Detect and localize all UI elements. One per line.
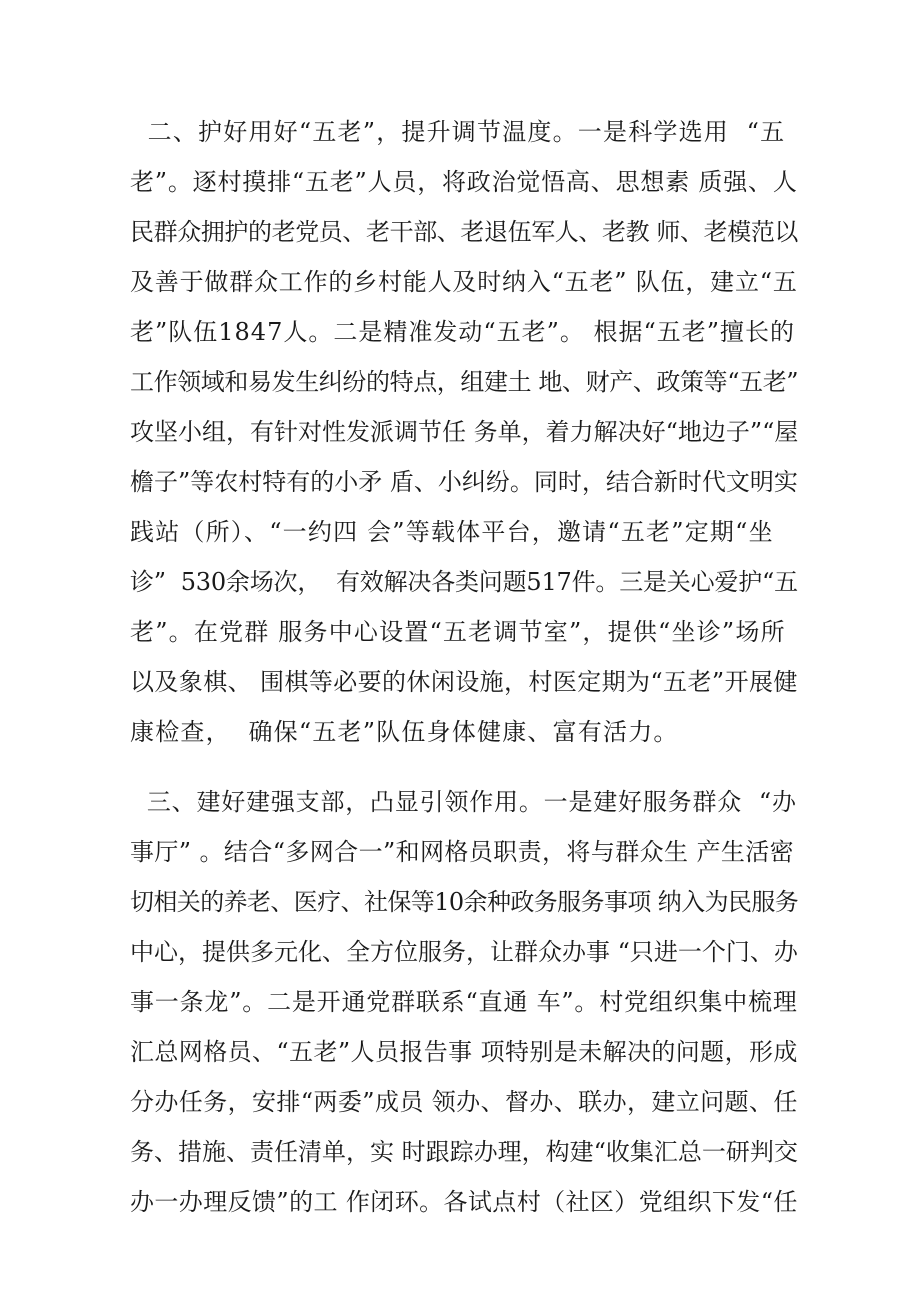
text-line: 康检查， 确保“五老”队伍身体健康、富有活力。 xyxy=(130,718,679,746)
text-line: 老”。在党群 服务中心设置“五老调节室”，提供“坐诊”场所 xyxy=(130,618,786,646)
text-line: 办一办理反馈”的工 作闭环。各试点村（社区）党组织下发“任 xyxy=(130,1188,798,1216)
text-line: 老”队伍1847人。二是精准发动“五老”。 根据“五老”擅长的 xyxy=(130,318,796,346)
text-line: 檐子”等农村特有的小矛 盾、小纠纷。同时，结合新时代文明实 xyxy=(130,468,798,496)
text-line: 中心，提供多元化、全方位服务，让群众办事 “只进一个门、办 xyxy=(130,938,798,966)
text-line: 汇总网格员、“五老”人员报告事 项特别是未解决的问题，形成 xyxy=(130,1038,798,1066)
text-line: 务、措施、责任清单，实 时跟踪办理，构建“收集汇总一研判交 xyxy=(130,1138,798,1166)
text-line: 二、护好用好“五老”，提升调节温度。一是科学选用 “五 xyxy=(130,118,786,146)
text-line: 及善于做群众工作的乡村能人及时纳入“五老” 队伍，建立“五 xyxy=(130,268,798,296)
text-line: 诊” 530余场次， 有效解决各类问题517件。三是关心爱护“五 xyxy=(130,568,798,596)
text-line: 工作领域和易发生纠纷的特点，组建土 地、财产、政策等“五老” xyxy=(130,368,799,396)
text-line: 老”。逐村摸排“五老”人员，将政治觉悟高、思想素 质强、人 xyxy=(130,168,798,196)
text-line: 事厅” 。结合“多网合一”和网格员职责，将与群众生 产生活密 xyxy=(130,838,795,866)
text-line: 事一条龙”。二是开通党群联系“直通 车”。村党组织集中梳理 xyxy=(130,988,798,1016)
text-line: 三、建好建强支部，凸显引领作用。一是建好服务群众 “办 xyxy=(130,788,797,816)
text-line: 以及象棋、 围棋等必要的休闲设施，村医定期为“五老”开展健 xyxy=(130,668,798,696)
text-line: 民群众拥护的老党员、老干部、老退伍军人、老教 师、老模范以 xyxy=(130,218,799,246)
text-line: 切相关的养老、医疗、社保等10余种政务服务事项 纳入为民服务 xyxy=(130,888,799,916)
text-line: 践站（所）、“一约四 会”等载体平台，邀请“五老”定期“坐 xyxy=(130,518,774,546)
text-line: 分办任务，安排“两委”成员 领办、督办、联办，建立问题、任 xyxy=(130,1088,798,1116)
text-line: 攻坚小组，有针对性发派调节任 务单，着力解决好“地边子”“屋 xyxy=(130,418,799,446)
